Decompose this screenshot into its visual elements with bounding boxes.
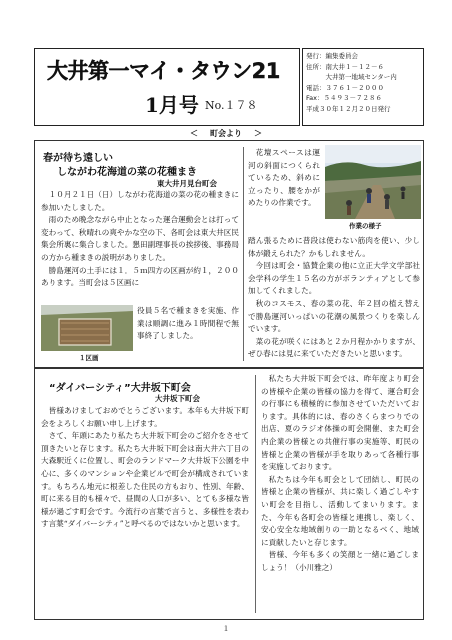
column-divider bbox=[243, 147, 244, 361]
column-divider bbox=[255, 375, 256, 613]
article1-col1 bbox=[41, 189, 239, 290]
paragraph: 花壇スペースは運河の斜面につくられているため、斜めに立ったり、腰をかがめたりの作業です。 bbox=[248, 148, 320, 208]
paragraph: さて、年頭にあたり私たち大井坂下町会のご紹介をさせて頂きたいと存じます。私たち大井坂下町会は南大井六丁目の大森駅近くに位置し、町会のランドマーク大井坂下公園を中心に、多くのマンションや企業ビルで町会が構成されています。もちろん地元に根差した住民の方もおり、性別、年齢、町に来る目的も様々で、昼間の人口が多い、とても多様な皆様が過ごす町会です。今流行の言葉で言うと、多様性を表わす言葉“ダイバーシティ”と呼べるのではないかと思います。 bbox=[41, 431, 249, 529]
masthead bbox=[34, 48, 300, 126]
issue-month: 1月号 bbox=[145, 93, 199, 117]
publisher-line: 発行：編集委員会 bbox=[306, 52, 358, 60]
paragraph: １０月２１日（日）しながわ花海道の菜の花の種まきに参加いたしました。 bbox=[41, 190, 239, 212]
paragraph: 秋のコスモス、春の菜の花、年２回の植え替えで勝島運河いっぱいの花潮の風景つくりを楽しんでいます。 bbox=[248, 298, 420, 334]
publisher-line: 電話：３７６１－２０００ bbox=[306, 83, 384, 92]
article-nanohana bbox=[34, 140, 424, 368]
article2-col2 bbox=[261, 373, 419, 575]
page-number: １ bbox=[222, 625, 230, 633]
newsletter-title: 大井第一マイ・タウン21 bbox=[47, 59, 280, 83]
article1-col2-narrow bbox=[248, 147, 320, 210]
issue-number: No.１７８ bbox=[205, 99, 258, 112]
paragraph: 踏ん張るために普段は使わない筋肉を使い、少し体が鍛えられた？かもしれません。 bbox=[248, 236, 420, 258]
caption-work: 作業の様子 bbox=[349, 222, 382, 230]
paragraph: 役員５名で種まきを実施、作業は順調に進み１時間程で無事終了しました。 bbox=[137, 306, 239, 341]
article1-subtitle: しながわ花海道の菜の花種まき bbox=[57, 167, 197, 178]
section-nav bbox=[0, 128, 452, 139]
section-label: 町会より bbox=[210, 129, 242, 138]
paragraph: 雨のため晩念ながら中止となった運合運動会とは打って変わって、秋晴れの爽やかな空の下、各町会は東大井区民集会所裏に集合しました。懇田副理事長の挨拶後、事務局の方から種まきの説明がありました。 bbox=[41, 215, 239, 262]
plot-photo-image bbox=[41, 305, 133, 351]
photo-work bbox=[325, 145, 421, 219]
article2-col1 bbox=[41, 405, 249, 531]
article1-title: 春が待ち遠しい bbox=[43, 153, 113, 164]
article1-org: 東大井月見台町会 bbox=[157, 179, 217, 188]
publisher-line: Fax：５４９３－７２８６ bbox=[306, 94, 382, 102]
paragraph: 菜の花が咲くにはあと２か月程かかりますが、ぜひ春には見に来ていただきたいと思います。 bbox=[248, 336, 420, 359]
paragraph: 私たち大井坂下町会では、昨年度より町会の皆様や企業の皆様の協力を得て、運合町会の行事にも積極的に参加させていただいております。具体的には、春のさくらまつりでの出店、夏のラジオ体操の町会開催、また町会内企業の皆様との共催行事の実施等、町民の皆様と企業の皆様が手を取りあって各種行事を実施しております。 bbox=[261, 374, 419, 472]
article2-title: “ダイバーシティ”大井坂下町会 bbox=[49, 383, 191, 394]
nav-prev: ＜ bbox=[190, 129, 198, 138]
publisher-line: 平成３０年１２月２０日発行 bbox=[306, 104, 391, 113]
article1-col1-narrow bbox=[137, 305, 239, 343]
caption-plot: １区画 bbox=[79, 354, 99, 362]
publisher-line: 住所：南大井１－１２－６ bbox=[306, 62, 384, 71]
nav-next: ＞ bbox=[254, 129, 262, 138]
paragraph: 私たちは今年も町会として団結し、町民の皆様と企業の皆様が、共に楽しく過ごしやすい町会を目指し、活動してまいります。また、今年も各町会の皆様と連携し、楽しく、安心安全な地域創りの一助となるべく、地域に貢献したいと存じます。 bbox=[261, 474, 419, 547]
publisher-line: 大井第一地域センター内 bbox=[306, 73, 397, 81]
photo-plot bbox=[41, 305, 133, 351]
publisher-info bbox=[302, 48, 424, 126]
paragraph: 皆様あけましておめでとうございます。本年も大井坂下町会をよろしくお願い申し上げます。 bbox=[41, 406, 249, 428]
article-diversity bbox=[34, 368, 424, 620]
article2-org: 大井坂下町会 bbox=[155, 394, 200, 403]
paragraph: 勝島運河の土手には１．５ｍ四方の区画が約１，２００あります。当町会は５区画に bbox=[41, 265, 239, 288]
paragraph: 皆様、今年も多くの笑顔と一緒に過ごしましょう！（小川雅之） bbox=[261, 550, 419, 572]
article1-col2 bbox=[248, 235, 420, 361]
work-photo-image bbox=[325, 145, 421, 219]
paragraph: 今回は町会・協賛企業の他に立正大学文学部社会学科の学生１５名の方がボランティアとして参加してくれました。 bbox=[248, 261, 420, 296]
